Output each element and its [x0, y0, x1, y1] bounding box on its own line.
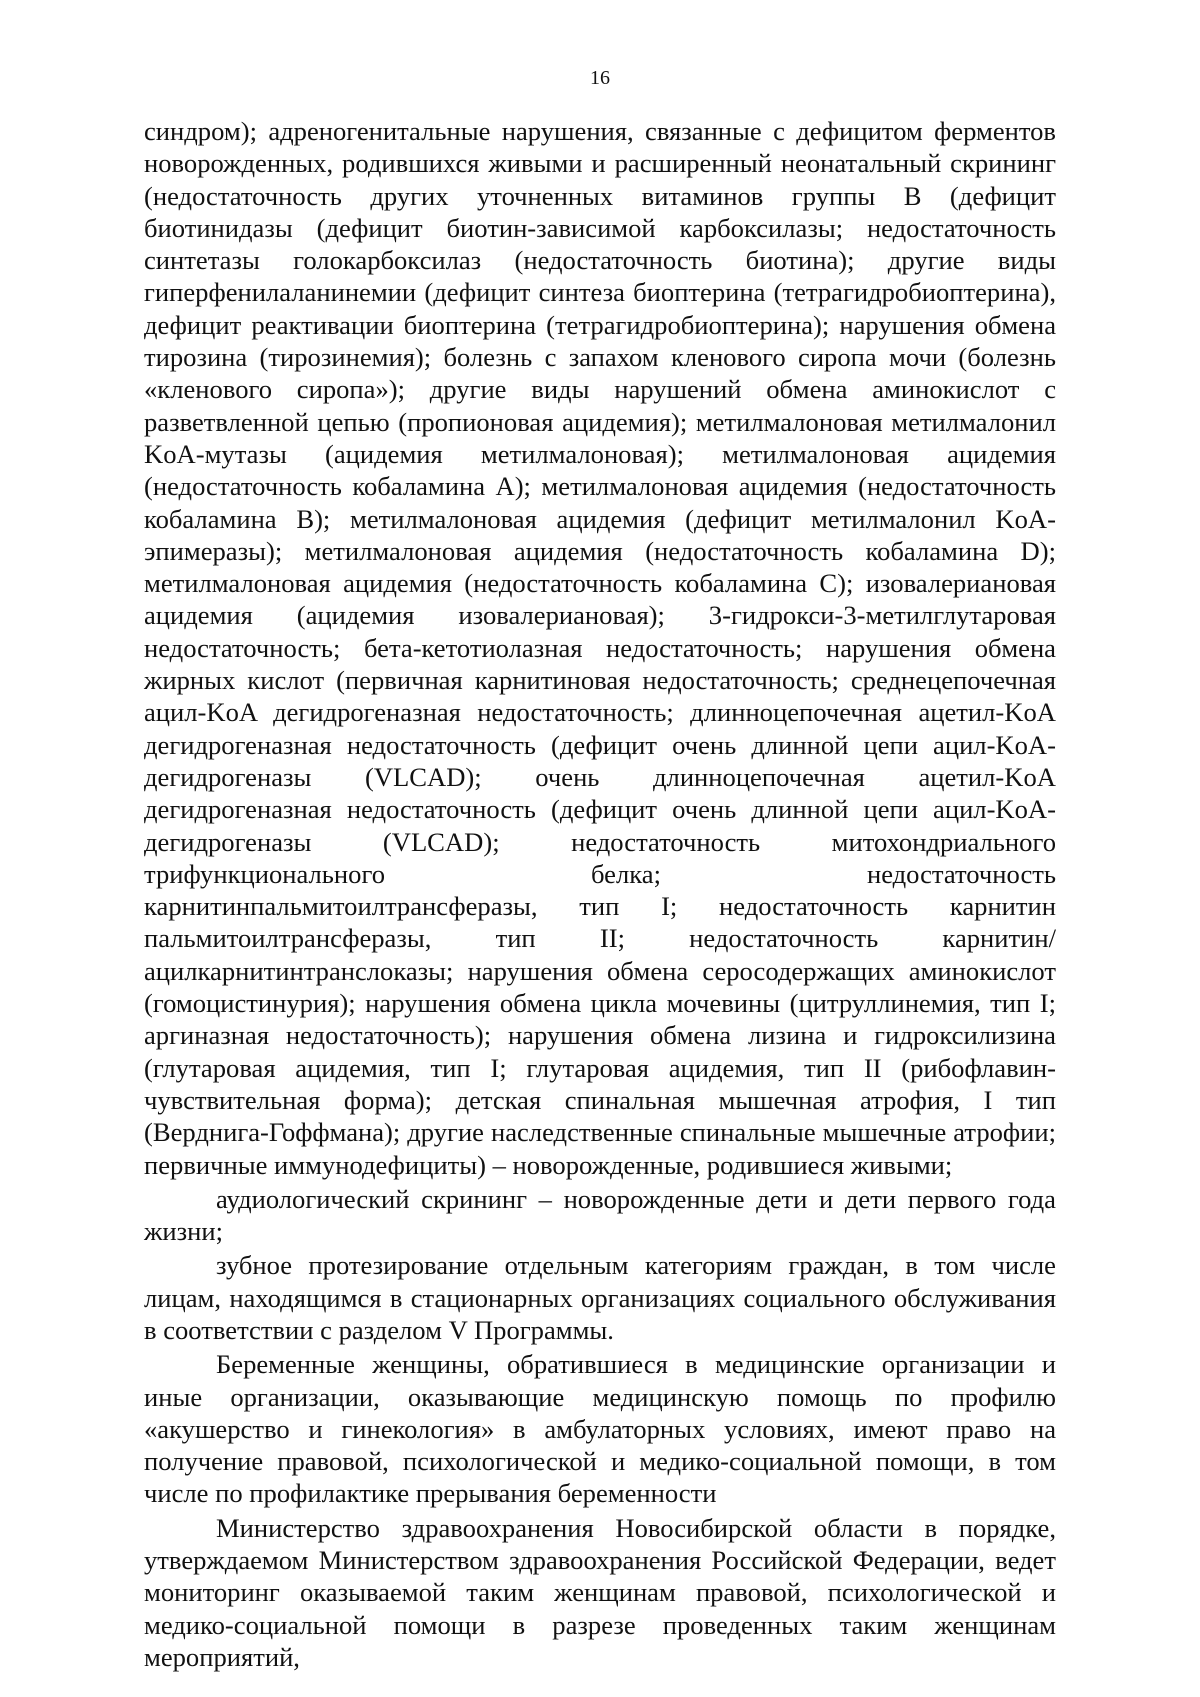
paragraph-audiology-screening: аудиологический скрининг – новорожденные дети и дети первого года жизни;: [144, 1183, 1056, 1247]
paragraph-ministry-monitoring: Министерство здравоохранения Новосибирской области в порядке, утверждаемом Министерством здравоохранения Российской Федерации, ведет мониторинг оказываемой таким женщинам правовой, психологической и медико-социальной помощи в разрезе проведенных таким женщинам мероприятий,: [144, 1512, 1056, 1672]
paragraph-dental-prosthetics: зубное протезирование отдельным категориям граждан, в том числе лицам, находящимся в стационарных организациях социального обслуживания в соответствии с разделом V Программы.: [144, 1250, 1056, 1345]
paragraph-pregnant-women: Беременные женщины, обратившиеся в медицинские организации и иные организации, оказывающие медицинскую помощь по профилю «акушерство и гинекология» в амбулаторных условиях, имеют право на получение правовой, психологической и медико-социальной помощи, в том числе по профилактике прерывания беременности: [144, 1349, 1056, 1509]
body-text: [144, 115, 1056, 1673]
paragraph-disease-list: синдром); адреногенитальные нарушения, связанные с дефицитом ферментов новорожденных, родившихся живыми и расширенный неонатальный скрининг (недостаточность других уточненных витаминов группы B (дефицит биотинидазы (дефицит биотин-зависимой карбоксилазы; недостаточность синтетазы голокарбоксилаз (недостаточность биотина); другие виды гиперфенилаланинемии (дефицит синтеза биоптерина (тетрагидробиоптерина), дефицит реактивации биоптерина (тетрагидробиоптерина); нарушения обмена тирозина (тирозинемия); болезнь с запахом кленового сиропа мочи (болезнь «кленового сиропа»); другие виды нарушений обмена аминокислот с разветвленной цепью (пропионовая ацидемия); метилмалоновая метилмалонил KoA-мутазы (ацидемия метилмалоновая); метилмалоновая ацидемия (недостаточность кобаламина A); метилмалоновая ацидемия (недостаточность кобаламина B); метилмалоновая ацидемия (дефицит метилмалонил KoA-эпимеразы); метилмалоновая ацидемия (недостаточность кобаламина D); метилмалоновая ацидемия (недостаточность кобаламина C); изовалериановая ацидемия (ацидемия изовалериановая); 3-гидрокси-3-метилглутаровая недостаточность; бета-кетотиолазная недостаточность; нарушения обмена жирных кислот (первичная карнитиновая недостаточность; среднецепочечная ацил-KoA дегидрогеназная недостаточность; длинноцепочечная ацетил-KoA дегидрогеназная недостаточность (дефицит очень длинной цепи ацил-KoA-дегидрогеназы (VLCAD); очень длинноцепочечная ацетил-KoA дегидрогеназная недостаточность (дефицит очень длинной цепи ацил-KoA-дегидрогеназы (VLCAD); недостаточность митохондриального трифункционального белка; недостаточность карнитинпальмитоилтрансферазы, тип I; недостаточность карнитин пальмитоилтрансферазы, тип II; недостаточность карнитин/ацилкарнитинтранслоказы; нарушения обмена серосодержащих аминокислот (гомоцистинурия); нарушения обмена цикла мочевины (цитруллинемия, тип I; аргиназная недостаточность); нарушения обмена лизина и гидроксилизина (глутаровая ацидемия, тип I; глутаровая ацидемия, тип II (рибофлавин-чувствительная форма); детская спинальная мышечная атрофия, I тип (Верднига-Гоффмана); другие наследственные спинальные мышечные атрофии; первичные иммунодефициты) – новорожденные, родившиеся живыми;: [144, 116, 1056, 1180]
page-number: 16: [590, 67, 610, 89]
